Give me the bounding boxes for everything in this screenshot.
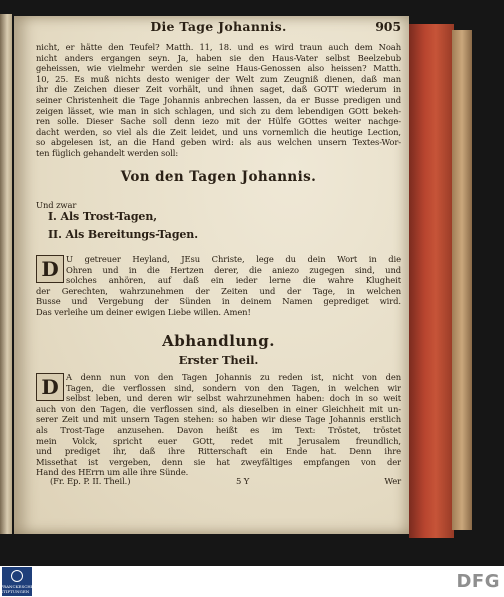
text-line: Hand des HErrn um alle ihre Sünde.	[36, 467, 189, 478]
section-heading: Abhandlung.	[162, 332, 275, 350]
text-line: geheissen, wie vielmehr werden sie seine Haus-Genossen also heissen? Matth.	[36, 63, 401, 74]
text-line: auch von den Tagen, die verflossen sind, als dieselben in einer Gleichheit mit un-	[36, 403, 401, 414]
page-footer	[36, 476, 401, 488]
text-line: Tagen, die verflossen sind, sondern von den Tagen, in welchen wir	[66, 382, 401, 393]
paragraph-2	[36, 372, 401, 478]
dfg-logo[interactable]: DFG	[456, 571, 500, 592]
text-line: solches anhören, auf daß ein ieder lerne die wahre Klugheit	[66, 275, 401, 286]
text-line: Das verleihe um deiner ewigen Liebe willen. Amen!	[36, 306, 251, 317]
drop-initial: D	[36, 373, 64, 401]
paragraph-1	[36, 42, 401, 159]
text-line: U getreuer Heyland, JEsu Christe, lege du dein Wort in die	[66, 254, 401, 264]
text-line: als Trost-Tage anzusehen. Davon heißt es im Text: Tröstet, tröstet	[36, 424, 401, 435]
signature-mark: 5 Y	[236, 476, 250, 486]
text-line: und prediget ihr, daß ihre Ritterschaft ein Ende hat. Denn ihre	[36, 446, 401, 457]
logo-text: FRANCKESCHE STIFTUNGEN	[0, 584, 34, 594]
text-line: so abgelesen ist, an die Hand geben wird: als aus welchen unsern Textes-Wor-	[36, 137, 401, 148]
part-heading: Erster Theil.	[178, 353, 259, 367]
text-line: serer Zeit und mit unsern Tagen stehen: so haben wir diese Tage Johannis erstlich	[36, 414, 401, 425]
list-item-2: II. Als Bereitungs-Tagen.	[48, 228, 198, 241]
book-page	[14, 16, 409, 534]
text-line: der Gerechten, wahrzunehmen der Zeiten und der Tage, in welchen	[36, 285, 401, 296]
text-line: nicht anders ergangen seyn. Ja, haben sie den Haus-Vater selbst Beelzebub	[36, 52, 401, 63]
catchword: Wer	[384, 476, 401, 486]
text-line: selbst leben, und deren wir selbst wahrzunehmen haben: doch in so weit	[66, 393, 401, 404]
text-line: A denn nun von den Tagen Johannis zu reden ist, nicht von den	[66, 372, 401, 382]
text-line: mein Volck, spricht euer GOtt, redet mit Jerusalem freundlich,	[36, 435, 401, 446]
page-header	[36, 19, 401, 42]
text-line: Busse und Vergebung der Sünden in deinem Namen geprediget wird.	[36, 296, 401, 307]
text-line: seiner Christenheit die Tage Johannis anbrechen lassen, da er Busse predigen und	[36, 94, 401, 105]
text-line: zeigen lässet, wie man in sich schlagen, und sich zu dem lebendigen GOtt bekeh-	[36, 105, 401, 116]
text-line: ren solle. Dieser Sache soll denn iezo mit der Hülfe GOttes weiter nachge-	[36, 116, 401, 127]
text-line: Ohren und in die Hertzen derer, die aniezo zugegen sind, und	[66, 264, 401, 275]
institution-logo[interactable]	[2, 567, 32, 596]
book-red-edge	[409, 24, 454, 538]
und-zwar-label: Und zwar	[36, 200, 77, 210]
bottom-bar	[0, 566, 504, 597]
text-line: Missethat ist vergeben, denn sie hat zweyfältiges empfangen von der	[36, 456, 401, 467]
list-item-1: I. Als Trost-Tagen,	[48, 210, 157, 223]
main-heading: Von den Tagen Johannis.	[120, 169, 317, 185]
drop-initial: D	[36, 255, 64, 283]
text-line: dacht werden, so viel als die Zeit leidet, und uns vornemlich die heutige Lection,	[36, 126, 401, 137]
logo-mark-icon	[11, 570, 23, 582]
text-line: nicht, er hätte den Teufel? Matth. 11, 18. und es wird traun auch dem Noah	[36, 42, 401, 52]
signature-note: (Fr. Ep. P. II. Theil.)	[50, 476, 131, 486]
text-line: ten füglich gehandelt werden soll:	[36, 147, 179, 158]
page-number: 905	[375, 19, 401, 34]
book-left-edge	[0, 14, 12, 534]
book-back-edge	[452, 30, 472, 530]
prayer-paragraph	[36, 254, 401, 318]
running-head: Die Tage Johannis.	[150, 19, 287, 34]
text-line: 10, 25. Es muß nichts desto weniger der Welt zum Zeugniß dienen, daß man	[36, 73, 401, 84]
text-line: ihr die Zeichen dieser Zeit vorhält, und ihnen saget, daß GOTT wiederum in	[36, 84, 401, 95]
